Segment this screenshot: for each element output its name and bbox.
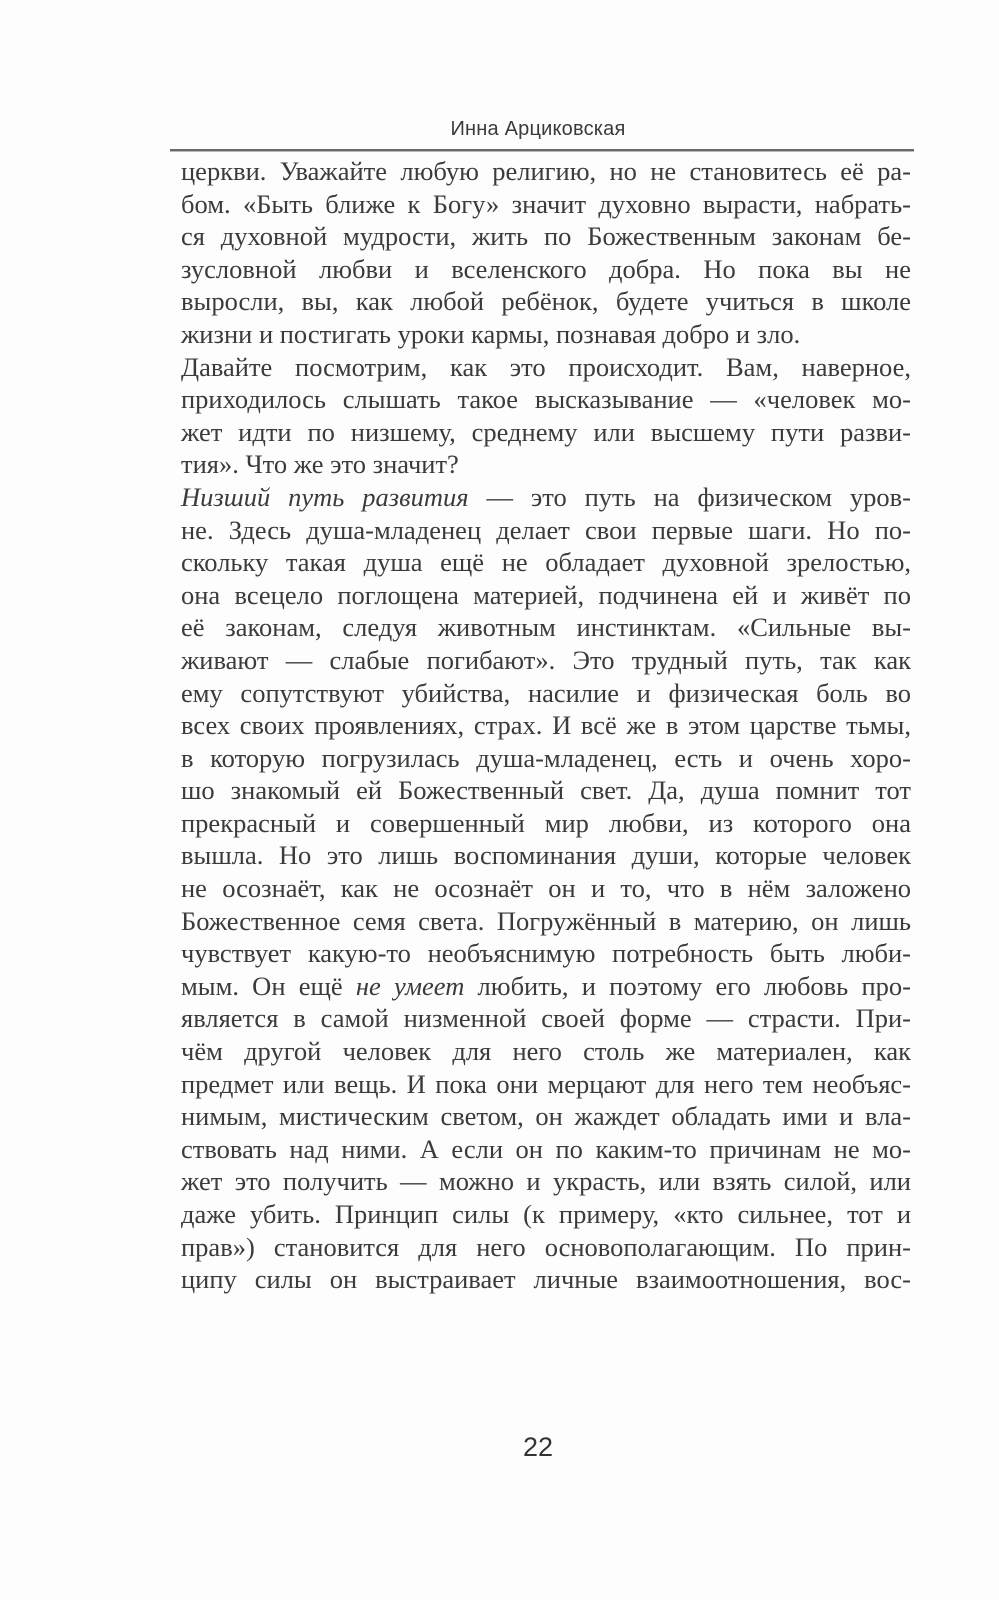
header-rule <box>170 149 914 152</box>
text-line: жет идти по низшему, среднему или высшему пути разви- <box>181 416 911 447</box>
text-line: зусловной любви и вселенского добра. Но пока вы не <box>181 253 911 284</box>
page-number: 22 <box>522 1432 554 1462</box>
text-line: бом. «Быть ближе к Богу» значит духовно вырасти, набрать- <box>181 188 911 219</box>
italic-emphasis: Низший путь развития <box>181 481 469 512</box>
text-line: нимым, мистическим светом, он жаждет обладать ими и вла- <box>181 1101 911 1132</box>
text-line: приходилось слышать такое высказывание — «человек мо- <box>181 384 911 415</box>
running-header-author: Инна Арциковская <box>450 118 626 140</box>
text-line: ему сопутствуют убийства, насилие и физическая боль во <box>181 677 911 708</box>
text-line: выросли, вы, как любой ребёнок, будете учиться в школе <box>181 286 911 317</box>
italic-emphasis: не умеет <box>355 970 465 1001</box>
text-line: ся духовной мудрости, жить по Божественным законам бе- <box>181 221 911 252</box>
text-line: не. Здесь душа-младенец делает свои первые шаги. Но по- <box>181 514 911 545</box>
text-line: всех своих проявлениях, страх. И всё же в этом царстве тьмы, <box>181 710 911 741</box>
text-line: вышла. Но это лишь воспоминания души, которые человек <box>181 840 911 871</box>
text-line: её законам, следуя животным инстинктам. «Сильные вы- <box>181 612 911 643</box>
text-line: скольку такая душа ещё не обладает духовной зрелостью, <box>181 547 911 578</box>
text-line: Давайте посмотрим, как это происходит. Вам, наверное, <box>181 351 911 382</box>
text-line: тия». Что же это значит? <box>181 449 459 480</box>
body-text <box>181 155 911 1296</box>
text-line: жизни и постигать уроки кармы, познавая добро и зло. <box>181 318 801 349</box>
text-line: жет это получить — можно и украсть, или взять силой, или <box>181 1166 911 1197</box>
text-line: предмет или вещь. И пока они мерцают для него тем необъяс- <box>181 1068 911 1099</box>
text-line: даже убить. Принцип силы (к примеру, «кто сильнее, тот и <box>181 1199 911 1229</box>
text-line: прекрасный и совершенный мир любви, из которого она <box>181 807 911 838</box>
text-line: чувствует какую-то необъяснимую потребность быть люби- <box>181 938 911 969</box>
text-line: шо знакомый ей Божественный свет. Да, душа помнит тот <box>181 775 911 806</box>
text-line: в которую погрузилась душа-младенец, есть и очень хоро- <box>181 742 911 773</box>
text-line: мым. Он ещё не умеет любить, и поэтому его любовь про- <box>181 970 911 1001</box>
text-line: чём другой человек для него столь же материален, как <box>181 1036 911 1067</box>
text-line: она всецело поглощена материей, подчинена ей и живёт по <box>181 579 911 610</box>
text-line: живают — слабые погибают». Это трудный путь, так как <box>181 644 911 675</box>
text-line: церкви. Уважайте любую религию, но не становитесь её ра- <box>181 156 911 186</box>
text-line: является в самой низменной своей форме — страсти. При- <box>181 1003 911 1034</box>
text-line: не осознаёт, как не осознаёт он и то, что в нём заложено <box>181 873 911 904</box>
text-line: ципу силы он выстраивает личные взаимоотношения, вос- <box>181 1264 911 1295</box>
text-line: Низший путь развития — это путь на физическом уров- <box>181 481 911 512</box>
text-line: Божественное семя света. Погружённый в материю, он лишь <box>181 905 911 936</box>
text-line: прав») становится для него основополагающим. По прин- <box>181 1231 911 1262</box>
text-line: ствовать над ними. А если он по каким-то причинам не мо- <box>181 1133 911 1164</box>
